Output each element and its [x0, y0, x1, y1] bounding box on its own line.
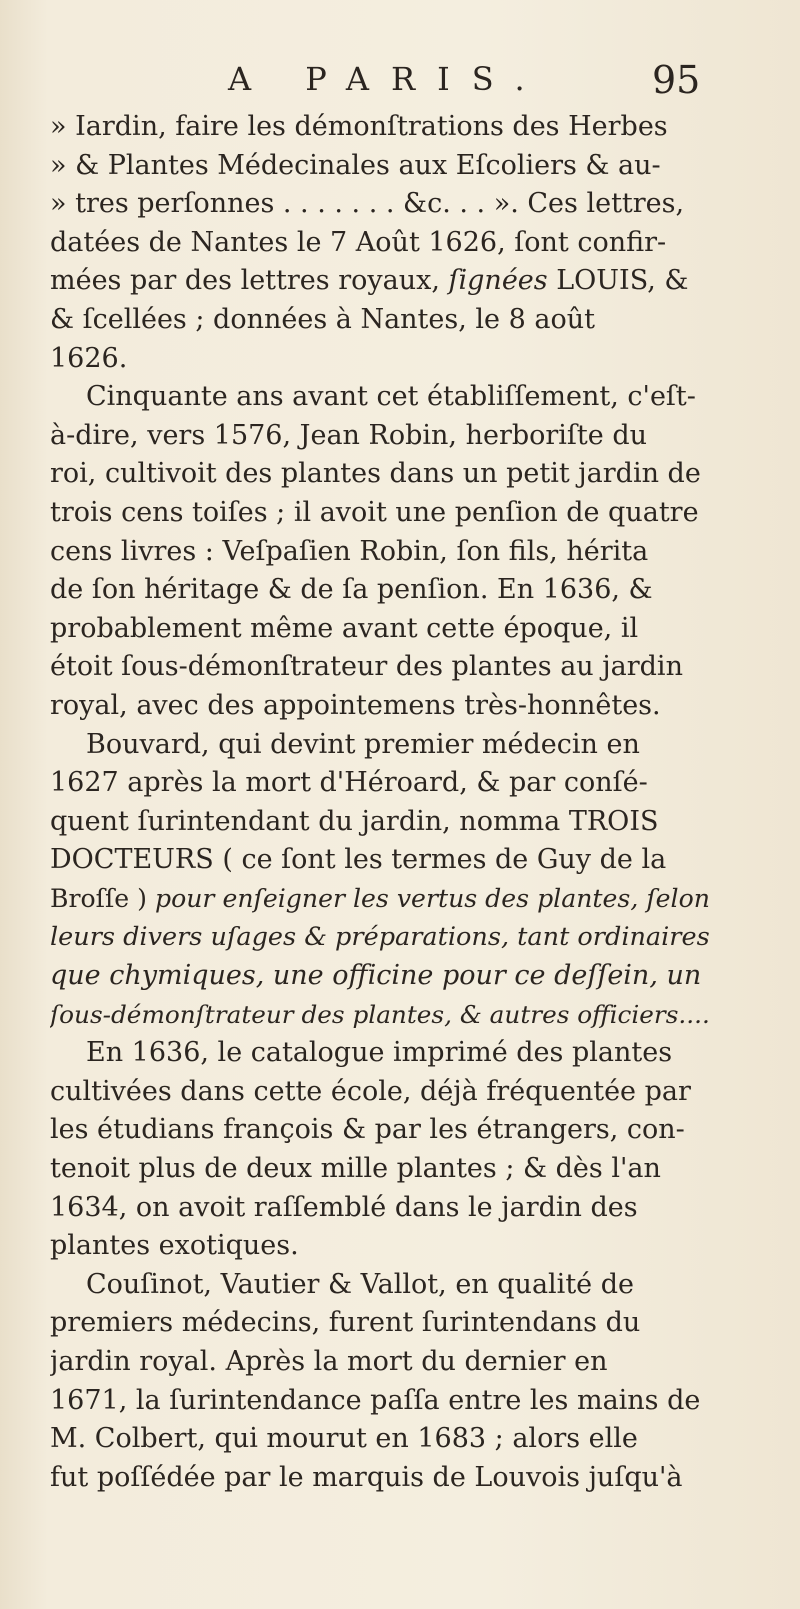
text-line — [50, 533, 710, 572]
paragraph — [50, 378, 710, 725]
text-run: pour enſeigner les vertus des plantes, ſelon — [154, 883, 710, 913]
paragraph — [50, 1034, 710, 1266]
text-run: » Iardin, faire les démonſtrations des Herbes — [50, 111, 668, 142]
text-run: de ſon héritage & de ſa penſion. En 1636, & — [50, 574, 653, 606]
text-run: 1671, la ſurintendance paſſa entre les mains de — [50, 1384, 701, 1416]
text-run: 1626. — [50, 342, 128, 374]
text-line — [50, 880, 710, 919]
text-line — [50, 610, 710, 649]
text-run: Broſſe ) — [50, 883, 155, 913]
text-run: à-dire, vers 1576, Jean Robin, herboriſte du — [50, 419, 648, 451]
running-head: A PARIS. — [228, 60, 547, 98]
text-run: que chymiques, une officine pour ce deſſein, un — [50, 960, 702, 992]
text-run: fut poſſédée par le marquis de Louvois juſqu'à — [50, 1461, 683, 1493]
text-line — [50, 1073, 710, 1112]
text-run: leurs divers uſages & préparations, tant ordinaires — [50, 922, 710, 953]
text-line — [50, 1459, 710, 1498]
text-line — [50, 185, 710, 224]
text-run: datées de Nantes le 7 Août 1626, ſont confir- — [50, 226, 667, 258]
text-line — [50, 1189, 710, 1228]
text-line — [50, 1304, 710, 1343]
text-line — [50, 108, 710, 147]
text-line — [50, 726, 710, 765]
text-run: les étudians françois & par les étrangers, con- — [50, 1114, 685, 1146]
text-run: quent ſurintendant du jardin, nomma — [50, 805, 569, 837]
text-run: cultivées dans cette école, déjà fréquentée par — [50, 1075, 691, 1107]
text-run: ſignées — [448, 265, 548, 297]
text-run: Cinquante ans avant cet établiſſement, c'eſt- — [86, 381, 696, 413]
text-run: Bouvard, qui devint premier médecin en — [86, 728, 640, 760]
text-run: royal, avec des appointemens très-honnêtes. — [50, 689, 661, 721]
text-line — [50, 687, 710, 726]
text-line — [50, 455, 710, 494]
text-run: » & Plantes Médecinales aux Eſcoliers & au- — [50, 149, 661, 181]
text-line — [50, 957, 710, 996]
text-line — [50, 648, 710, 687]
text-line — [50, 1111, 710, 1150]
text-run: plantes exotiques. — [50, 1230, 299, 1262]
text-run: cens livres : Veſpaſien Robin, ſon fils, hérita — [50, 535, 649, 567]
text-line — [50, 1034, 710, 1073]
text-line — [50, 803, 710, 842]
text-line — [50, 841, 710, 880]
text-run: En 1636, le catalogue imprimé des plantes — [86, 1037, 673, 1069]
text-run: & ſcellées ; données à Nantes, le 8 août — [50, 303, 595, 335]
text-run: DOCTEURS — [50, 844, 214, 876]
text-run: 1627 après la mort d'Héroard, & par conſé- — [50, 767, 648, 799]
text-line — [50, 340, 710, 379]
text-line — [50, 1227, 710, 1266]
text-run: étoit ſous-démonſtrateur des plantes au jardin — [50, 651, 683, 683]
body-text — [50, 108, 710, 1497]
text-line — [50, 1150, 710, 1189]
text-line — [50, 262, 710, 301]
text-line — [50, 417, 710, 456]
text-line — [50, 571, 710, 610]
text-run: jardin royal. Après la mort du dernier en — [50, 1346, 608, 1377]
text-run: ( ce ſont les termes de Guy de la — [213, 844, 667, 876]
text-run: trois cens toiſes ; il avoit une penſion de quatre — [50, 496, 699, 528]
text-run: » tres perſonnes . . . . . . . &c. . . ». Ces lettres, — [50, 188, 685, 220]
text-run: roi, cultivoit des plantes dans un petit jardin de — [50, 458, 701, 490]
text-line — [50, 1420, 710, 1459]
paragraph — [50, 726, 710, 1035]
page-number: 95 — [652, 58, 701, 102]
text-run: tenoit plus de deux mille plantes ; & dès l'an — [50, 1153, 661, 1185]
text-line — [50, 1343, 710, 1382]
text-run: premiers médecins, furent ſurintendans du — [50, 1307, 641, 1339]
text-line — [50, 147, 710, 186]
text-run: Couſinot, Vautier & Vallot, en qualité de — [86, 1268, 634, 1300]
text-line — [50, 1382, 710, 1421]
text-run: 1634, on avoit raſſemblé dans le jardin des — [50, 1191, 638, 1223]
text-line — [50, 918, 710, 957]
paragraph — [50, 108, 710, 378]
text-line — [50, 494, 710, 533]
text-line — [50, 224, 710, 263]
text-line — [50, 996, 710, 1035]
text-line — [50, 378, 710, 417]
page-header — [0, 58, 800, 108]
text-run: TROIS — [568, 805, 659, 837]
text-run: M. Colbert, qui mourut en 1683 ; alors elle — [50, 1423, 638, 1455]
text-line — [50, 1266, 710, 1305]
text-run: probablement même avant cette époque, il — [50, 612, 639, 644]
text-run: ſous-démonſtrateur des plantes, & autres officiers.... — [50, 999, 710, 1029]
text-line — [50, 764, 710, 803]
text-run: LOUIS, & — [547, 265, 689, 297]
paragraph — [50, 1266, 710, 1498]
text-run: mées par des lettres royaux, — [50, 265, 449, 297]
text-line — [50, 301, 710, 340]
